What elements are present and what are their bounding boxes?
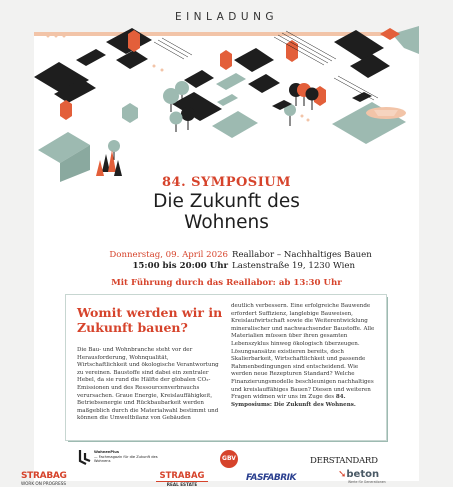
invitation-header: EINLADUNG xyxy=(174,11,279,23)
article-column-2-highlight: 84. Symposiums: Die Zukunft des Wohnens. xyxy=(231,394,356,408)
wohnenplus-name: WohnenPlus xyxy=(94,450,119,454)
article-question: Womit werden wir in Zukunft bauen? xyxy=(77,305,223,335)
strabag-real-estate-logo: STRABAG REAL ESTATE xyxy=(156,472,208,487)
event-title-line1: Die Zukunft des xyxy=(153,191,300,212)
beton-logo: ➘beton Werte für Generationen xyxy=(338,470,398,484)
event-date: Donnerstag, 09. April 2026 xyxy=(109,250,228,260)
strabag-work-on-progress-logo: STRABAG WORK ON PROGRESS xyxy=(21,471,67,486)
event-title xyxy=(34,191,419,233)
gbv-text: GBV xyxy=(222,455,236,462)
event-venue: Reallabor – Nachhaltiges Bauen xyxy=(232,250,372,260)
article-column-2 xyxy=(231,303,377,409)
event-time: 15:00 bis 20:00 Uhr xyxy=(132,261,228,271)
wohnenplus-logo xyxy=(94,450,169,464)
article-column-2-text: deutlich verbessern. Eine erfolgreiche Bauwende erfordert Suffizienz, langlebige Bauweisen, Kreislaufwirtschaft sowie die Weiterentwicklung mineralischer und nachwachsender Baustoffe. Alle Materialien müssen über ihren gesamten Lebenszyklus hinweg ökologisch überzeugen. Lösungsansätze existieren bereits, doch Skalierbarkeit, Wirtschaftlichkeit und passende Rahmenbedingungen sind entscheidend. Wie werden neue Rezepturen Standard? Welche Finanzierungsmodelle beschleunigen nachhaltiges und kreislauffähiges Bauen? Diesen und weiteren Fragen widmen wir uns im Zuge des xyxy=(231,303,375,401)
event-location xyxy=(232,250,402,272)
wohnenplus-tagline: — Fachmagazin für die Zukunft des Wohnens xyxy=(94,454,158,464)
derstandard-logo: DERSTANDARD xyxy=(310,456,378,466)
gbv-logo xyxy=(220,450,238,468)
symposium-number: 84. SYMPOSIUM xyxy=(162,175,291,190)
isometric-city-illustration xyxy=(34,32,419,182)
article-column-1: Die Bau- und Wohnbranche steht vor der Herausforderung, Wohnqualität, Wirtschaftlichkeit und ökologische Verantwortung zu vereinen. Baustoffe sind dabei ein zentraler Hebel, da sie rund die Hälfte der globalen CO₂-Emissionen und des Ressourcenverbrauchs verursachen. Graue Energie, Kreislauffähigkeit, Betriebsenergie und Rückbaubarkeit werden maßgeblich durch die Materialwahl bestimmt und können die Umweltbilanz von Gebäuden xyxy=(77,347,219,422)
invitation-card xyxy=(21,32,419,487)
article-box xyxy=(65,294,387,441)
event-title-line2: Wohnens xyxy=(184,212,269,233)
event-datetime xyxy=(92,250,228,272)
event-address: Lastenstraße 19, 1230 Wien xyxy=(232,261,356,271)
wohnenplus-logo-mark xyxy=(78,449,92,465)
title-block xyxy=(34,175,419,233)
fasfabrik-logo: FASFABRIK xyxy=(246,473,297,483)
tour-note: Mit Führung durch das Reallabor: ab 13:30 Uhr xyxy=(111,278,342,288)
beton-name: ➘beton xyxy=(338,469,380,480)
sponsor-logos xyxy=(21,442,419,487)
beton-arrow-icon: ➘ xyxy=(338,469,347,480)
